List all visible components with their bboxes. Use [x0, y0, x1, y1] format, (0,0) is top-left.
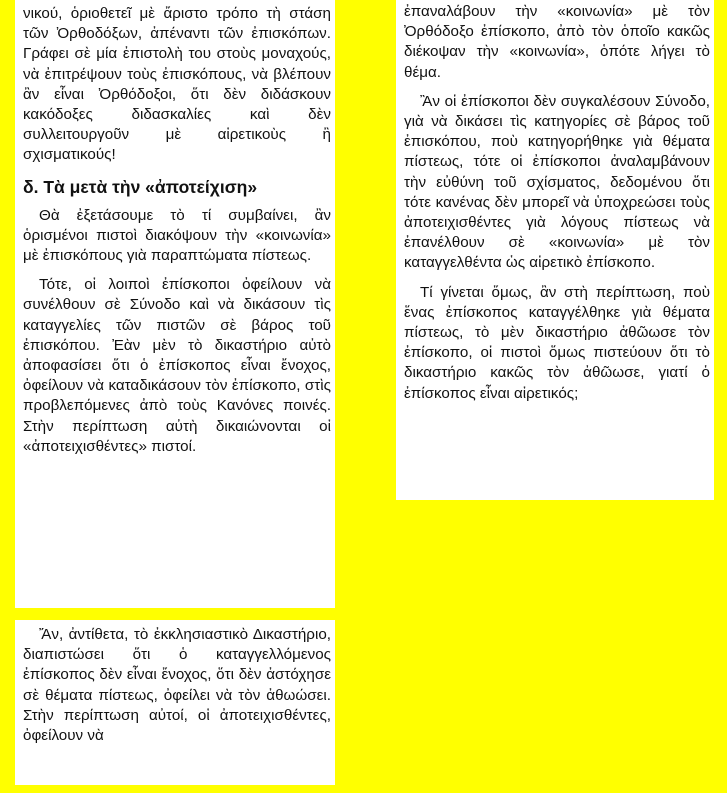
paragraph: ἐπαναλάβουν τὴν «κοινωνία» μὲ τὸν Ὀρθόδοξο ἐπίσκοπο, ἀπὸ τὸν ὁποῖο κακῶς διέκοψαν τὴν «κοινωνία», ὁπότε λήγει τὸ θέμα. [404, 3, 710, 81]
paragraph: Θὰ ἐξετάσουμε τὸ τί συμβαίνει, ἂν ὁρισμένοι πιστοὶ διακόψουν τὴν «κοινωνία» μὲ ἐπισκόπους γιὰ παραπτώματα πίστεως. [23, 206, 331, 265]
section-heading: δ. Τὰ μετὰ τὴν «ἀποτείχιση» [23, 176, 258, 197]
paragraph: νικού, ὁριοθετεῖ μὲ ἄριστο τρόπο τὴ στάση τῶν Ὀρθοδόξων, ἀπέναντι τῶν ἐπισκόπων. Γράφει σὲ μία ἐπιστολὴ του στοὺς μοναχούς, νὰ ἐπιτρέψουν τοὺς ἐπισκόπους, νὰ βλέπουν ἂν εἶναι Ὀρθόδοξοι, ὅτι δὲν διδάσκουν κακόδοξες διδασκαλίες καὶ δὲν συλλειτουργοῦν μὲ αἱρετικοὺς ἢ σχισματικούς! [23, 5, 331, 164]
article-column-left-top [15, 0, 335, 608]
paragraph: Ἂν οἱ ἐπίσκοποι δὲν συγκαλέσουν Σύνοδο, γιὰ νὰ δικάσει τὶς κατηγορίες σὲ βάρος τοῦ ἐπισκόπου, ποὺ κατηγορήθηκε γιὰ θέματα πίστεως, τότε οἱ ἐπίσκοποι ἀναλαμβάνουν τὴν εὐθύνη τοῦ σχίσματος, δεδομένου ὅτι τότε κανένας δὲν μπορεῖ νὰ ὑποχρεώσει τοὺς ἀποτειχισθέντες γιὰ λόγους πίστεως νὰ ἐπανέλθουν σὲ «κοινωνία» μὲ τὸν καταγγελθέντα ὡς αἱρετικὸ ἐπίσκοπο. [404, 92, 710, 272]
article-column-right [396, 0, 714, 500]
paragraph: Τότε, οἱ λοιποὶ ἐπίσκοποι ὀφείλουν νὰ συνέλθουν σὲ Σύνοδο καὶ νὰ δικάσουν τὶς καταγγελίες τῶν πιστῶν σὲ βάρος τοῦ ἐπισκόπου. Ἐὰν μὲν τὸ δικαστήριο αὐτὸ ἀποφασίσει ὅτι ὁ ἐπίσκοπος εἶναι ἔνοχος, ὀφείλουν νὰ καταδικάσουν τὸν ἐπίσκοπο, στὶς προβλεπόμενες ἀπὸ τοὺς Κανόνες ποινές. Στὴν περίπτωση αὐτὴ δικαιώνονται οἱ «ἀποτειχισθέντες» πιστοί. [23, 276, 331, 455]
article-column-left-bottom [15, 620, 335, 785]
paragraph: Τί γίνεται ὅμως, ἂν στὴ περίπτωση, ποὺ ἕνας ἐπίσκοπος καταγγέλθηκε γιὰ θέματα πίστεως, τὸ μὲν δικαστήριο ἀθῶωσε τὸν ἐπίσκοπο, οἱ πιστοὶ ὅμως πιστεύουν ὅτι τὸ δικαστήριο κακῶς τὸν ἀθῶωσε, γιατί ὁ ἐπίσκοπος εἶναι αἱρετικός; [404, 283, 710, 402]
paragraph: Ἄν, ἀντίθετα, τὸ ἐκκλησιαστικὸ Δικαστήριο, διαπιστώσει ὅτι ὁ καταγγελλόμενος ἐπίσκοπος δὲν εἶναι ἔνοχος, ὅτι δὲν ἀστόχησε σὲ θέματα πίστεως, ὀφείλει νὰ τὸν ἀθωώσει. Στὴν περίπτωση αὐτοί, οἱ ἀποτειχισθέντες, ὀφείλουν νὰ [23, 626, 331, 745]
